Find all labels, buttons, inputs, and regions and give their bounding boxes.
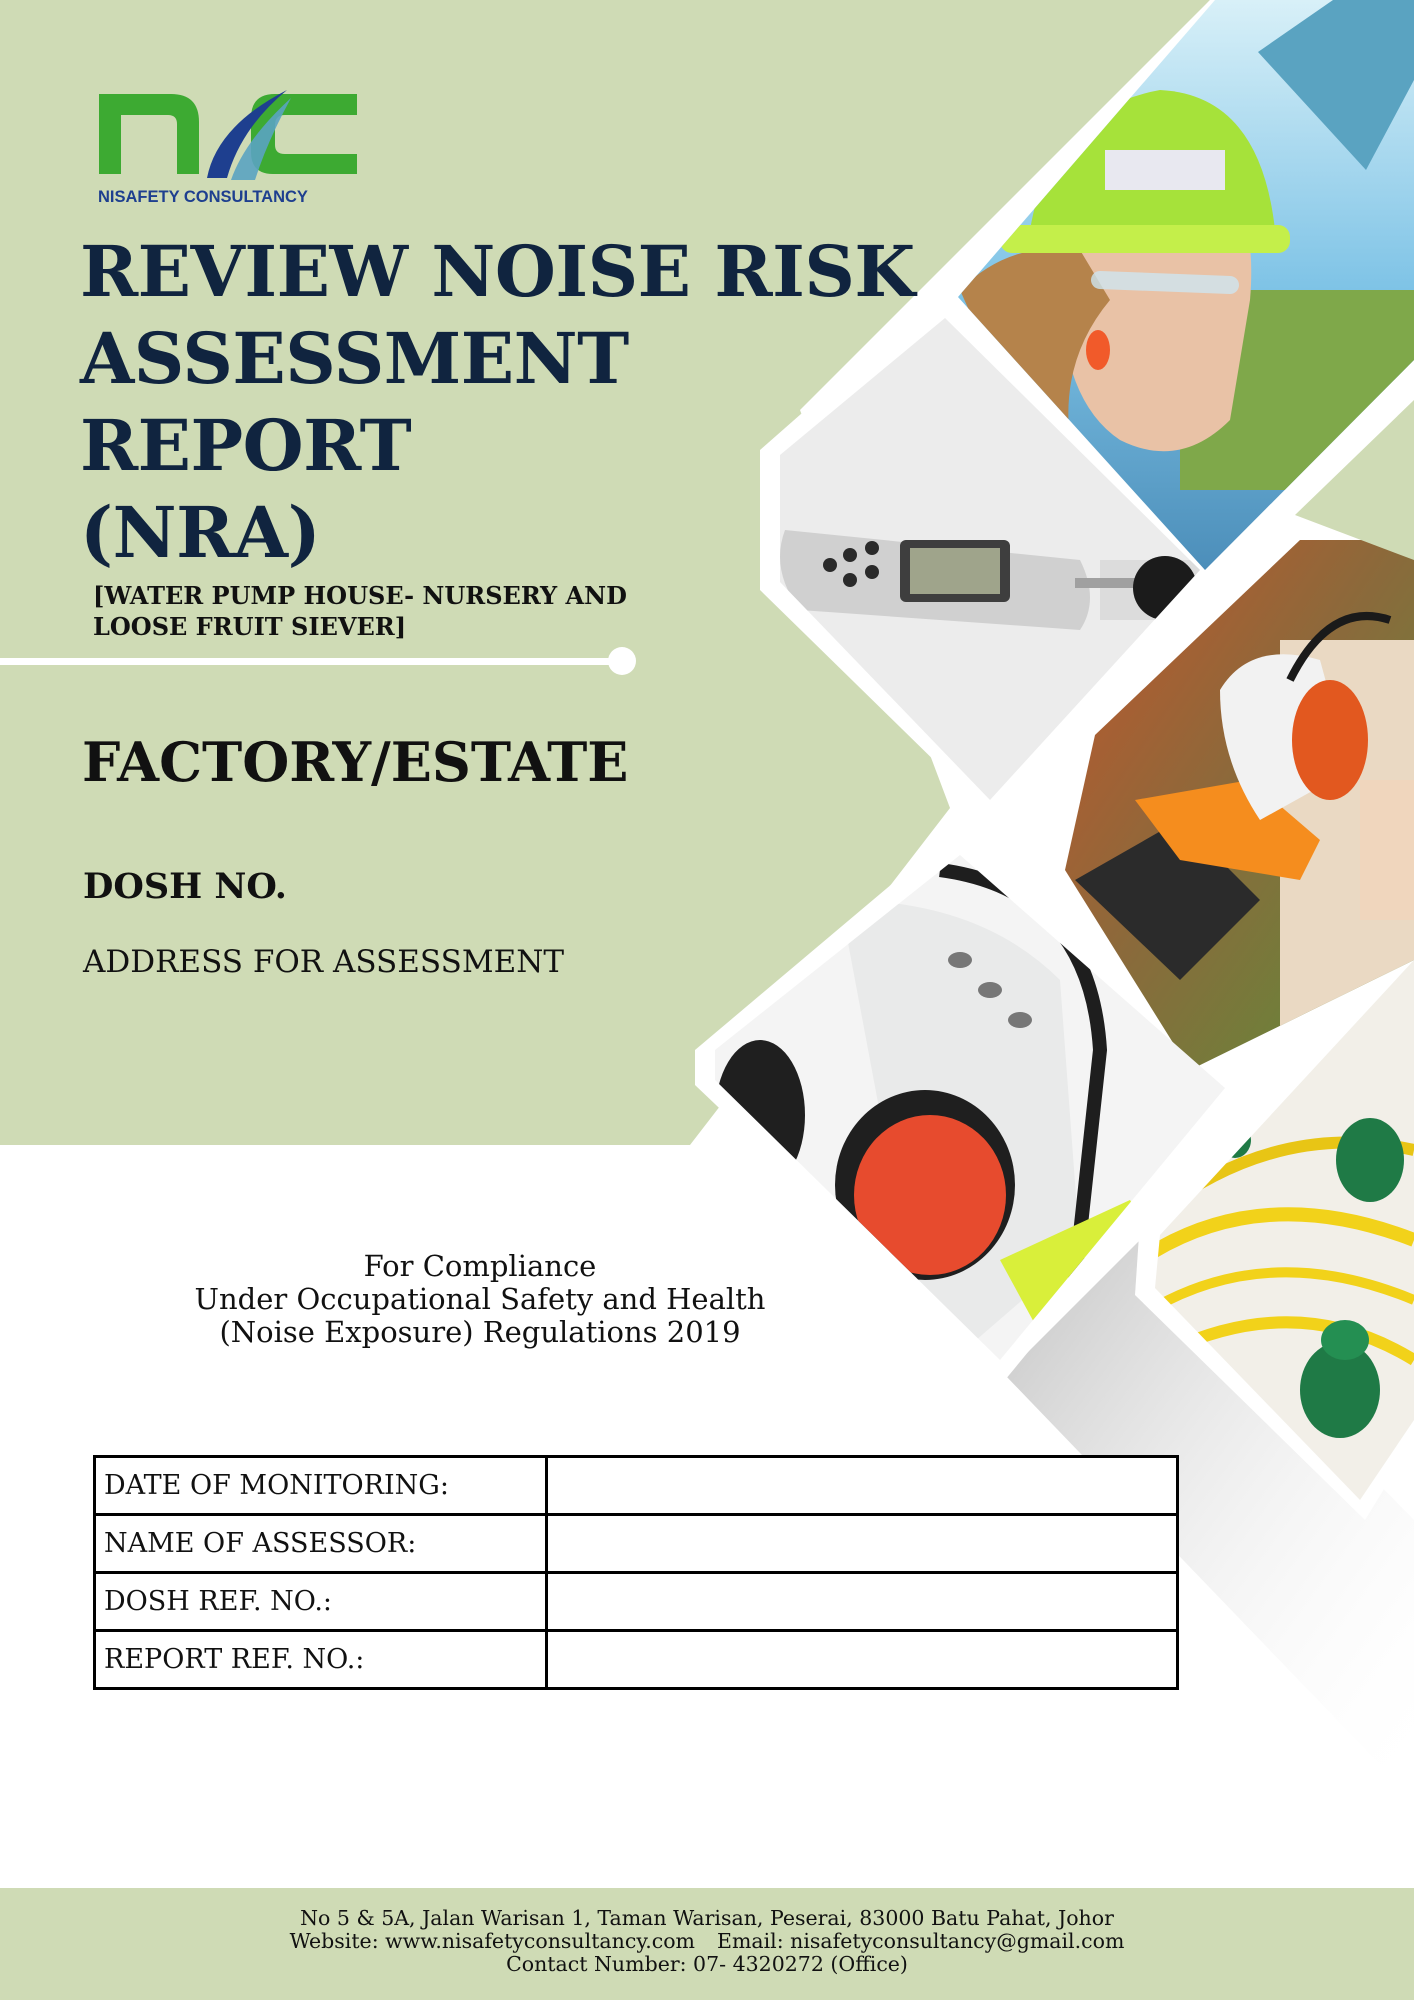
table-row — [95, 1573, 1178, 1631]
footer-website[interactable]: Website: www.nisafetyconsultancy.com — [289, 1929, 695, 1953]
name-of-assessor-label: NAME OF ASSESSOR: — [95, 1515, 547, 1573]
logo-text: NISAFETY CONSULTANCY — [98, 188, 308, 206]
compliance-statement — [140, 1250, 820, 1349]
subtitle-line-2: LOOSE FRUIT SIEVER] — [93, 612, 407, 641]
divider-line — [0, 658, 620, 665]
table-row — [95, 1631, 1178, 1689]
compliance-line-2: Under Occupational Safety and Health — [194, 1282, 766, 1316]
factory-estate-label: FACTORY/ESTATE — [82, 730, 629, 794]
title-line-1: REVIEW NOISE RISK — [80, 230, 915, 313]
report-ref-no-label: REPORT REF. NO.: — [95, 1631, 547, 1689]
table-row — [95, 1457, 1178, 1515]
compliance-line-3: (Noise Exposure) Regulations 2019 — [219, 1315, 741, 1349]
dosh-no-label: DOSH NO. — [83, 866, 287, 907]
date-of-monitoring-field[interactable] — [547, 1457, 1178, 1515]
footer — [0, 1888, 1414, 2000]
date-of-monitoring-label: DATE OF MONITORING: — [95, 1457, 547, 1515]
footer-address: No 5 & 5A, Jalan Warisan 1, Taman Warisan, Peserai, 83000 Batu Pahat, Johor — [300, 1906, 1114, 1930]
dosh-ref-no-field[interactable] — [547, 1573, 1178, 1631]
name-of-assessor-field[interactable] — [547, 1515, 1178, 1573]
report-title — [80, 228, 915, 576]
footer-contact: Contact Number: 07- 4320272 (Office) — [506, 1952, 908, 1976]
nisafety-logo — [95, 82, 370, 212]
title-line-4: (NRA) — [80, 491, 321, 574]
footer-web-email — [0, 1930, 1414, 1953]
divider-dot — [608, 647, 636, 675]
report-info-table — [93, 1455, 1179, 1690]
address-label: ADDRESS FOR ASSESSMENT — [83, 944, 565, 980]
title-line-3: REPORT — [80, 404, 412, 487]
compliance-line-1: For Compliance — [363, 1249, 597, 1283]
table-row — [95, 1515, 1178, 1573]
title-line-2: ASSESSMENT — [80, 317, 629, 400]
footer-email[interactable]: Email: nisafetyconsultancy@gmail.com — [716, 1929, 1125, 1953]
subtitle-line-1: [WATER PUMP HOUSE- NURSERY AND — [93, 581, 627, 610]
report-subtitle — [93, 580, 627, 642]
report-ref-no-field[interactable] — [547, 1631, 1178, 1689]
dosh-ref-no-label: DOSH REF. NO.: — [95, 1573, 547, 1631]
